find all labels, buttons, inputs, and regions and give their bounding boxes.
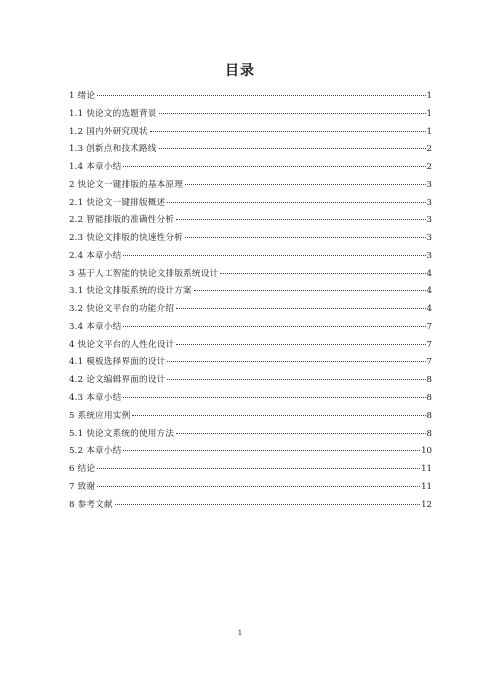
toc-entry-title: 4.3 本章小结 — [69, 393, 122, 404]
toc-entry[interactable] — [69, 248, 432, 266]
toc-leader-dots — [185, 237, 426, 238]
toc-entry-page: 8 — [426, 393, 432, 404]
toc-entry[interactable] — [69, 408, 432, 426]
toc-leader-dots — [167, 379, 425, 380]
toc-entry[interactable] — [69, 88, 432, 106]
toc-entry-title: 2.2 智能排版的准确性分析 — [69, 215, 175, 226]
toc-entry[interactable] — [69, 159, 432, 177]
toc-entry[interactable] — [69, 443, 432, 461]
toc-entry-title: 2 快论文一键排版的基本原理 — [69, 179, 184, 190]
toc-leader-dots — [167, 202, 425, 203]
toc-entry-page: 1 — [426, 91, 432, 101]
toc-entry-page: 11 — [421, 481, 432, 492]
toc-entry[interactable] — [69, 106, 432, 124]
toc-entry[interactable] — [69, 354, 432, 372]
toc-entry-page: 3 — [426, 197, 432, 208]
toc-leader-dots — [123, 397, 425, 398]
toc-entry-page: 1 — [426, 126, 432, 137]
toc-entry[interactable] — [69, 195, 432, 213]
table-of-contents — [69, 88, 432, 514]
toc-entry-page: 7 — [426, 339, 432, 350]
toc-entry-page: 2 — [426, 144, 432, 155]
toc-leader-dots — [176, 344, 425, 345]
toc-entry-page: 4 — [426, 268, 432, 279]
toc-entry-title: 4.1 模板选择界面的设计 — [69, 357, 166, 368]
toc-entry-title: 2.1 快论文一键排版概述 — [69, 197, 166, 208]
toc-entry-page: 2 — [426, 162, 432, 173]
toc-entry[interactable] — [69, 266, 432, 284]
toc-leader-dots — [167, 361, 425, 362]
toc-entry-title: 4 快论文平台的人性化设计 — [69, 339, 175, 350]
toc-entry-page: 3 — [426, 215, 432, 226]
toc-entry[interactable] — [69, 497, 432, 515]
toc-entry-title: 4.2 论文编辑界面的设计 — [69, 375, 166, 386]
toc-leader-dots — [123, 166, 425, 167]
toc-leader-dots — [97, 468, 420, 469]
toc-entry[interactable] — [69, 461, 432, 479]
toc-entry-page: 8 — [426, 410, 432, 421]
toc-leader-dots — [97, 486, 420, 487]
toc-entry-page: 4 — [426, 286, 432, 297]
toc-entry-title: 3.2 快论文平台的功能介绍 — [69, 304, 175, 315]
toc-entry-page: 8 — [426, 375, 432, 386]
toc-leader-dots — [123, 450, 420, 451]
toc-entry-title: 1.2 国内外研究现状 — [69, 126, 148, 137]
toc-entry-title: 7 致谢 — [69, 481, 96, 492]
toc-entry-page: 3 — [426, 233, 432, 244]
toc-entry[interactable] — [69, 124, 432, 142]
toc-entry-title: 2.4 本章小结 — [69, 250, 122, 261]
toc-entry-title: 6 结论 — [69, 464, 96, 475]
toc-entry-title: 2.3 快论文排版的快速性分析 — [69, 233, 183, 244]
toc-entry-title: 5.1 快论文系统的使用方法 — [69, 428, 175, 439]
toc-leader-dots — [159, 148, 426, 149]
toc-leader-dots — [159, 113, 426, 114]
toc-leader-dots — [123, 255, 425, 256]
toc-entry-title: 1.1 快论文的选题背景 — [69, 108, 157, 119]
page-title: 目录 — [225, 63, 255, 79]
toc-entry[interactable] — [69, 479, 432, 497]
toc-entry-page: 10 — [421, 446, 432, 457]
toc-entry-title: 5 系统应用实例 — [69, 410, 131, 421]
toc-entry-page: 1 — [426, 108, 432, 119]
page-number: 1 — [237, 629, 243, 637]
toc-entry-title: 1.4 本章小结 — [69, 162, 122, 173]
toc-entry-page: 11 — [421, 464, 432, 475]
toc-entry-title: 5.2 本章小结 — [69, 446, 122, 457]
toc-entry[interactable] — [69, 319, 432, 337]
toc-entry-page: 7 — [426, 321, 432, 332]
toc-leader-dots — [123, 326, 425, 327]
toc-entry-title: 3.1 快论文排版系统的设计方案 — [69, 286, 192, 297]
toc-entry-page: 12 — [421, 499, 432, 510]
toc-entry[interactable] — [69, 372, 432, 390]
toc-entry[interactable] — [69, 390, 432, 408]
toc-entry-page: 7 — [426, 357, 432, 368]
toc-entry-title: 8 参考文献 — [69, 499, 113, 510]
toc-entry-title: 1 绪论 — [69, 91, 96, 101]
toc-entry[interactable] — [69, 337, 432, 355]
toc-entry-page: 3 — [426, 250, 432, 261]
toc-leader-dots — [185, 184, 425, 185]
toc-leader-dots — [176, 308, 425, 309]
toc-leader-dots — [194, 290, 426, 291]
toc-leader-dots — [220, 273, 425, 274]
toc-entry[interactable] — [69, 301, 432, 319]
toc-entry[interactable] — [69, 212, 432, 230]
toc-leader-dots — [176, 219, 425, 220]
toc-entry-page: 4 — [426, 304, 432, 315]
toc-entry-page: 8 — [426, 428, 432, 439]
toc-entry-page: 3 — [426, 179, 432, 190]
toc-entry[interactable] — [69, 426, 432, 444]
toc-entry-title: 1.3 创新点和技术路线 — [69, 144, 157, 155]
toc-leader-dots — [97, 95, 425, 96]
toc-leader-dots — [150, 131, 426, 132]
toc-entry[interactable] — [69, 141, 432, 159]
toc-leader-dots — [132, 415, 425, 416]
toc-entry[interactable] — [69, 283, 432, 301]
toc-entry[interactable] — [69, 230, 432, 248]
toc-leader-dots — [115, 504, 420, 505]
toc-entry-title: 3.4 本章小结 — [69, 321, 122, 332]
toc-entry-title: 3 基于人工智能的快论文排版系统设计 — [69, 268, 219, 279]
toc-entry[interactable] — [69, 177, 432, 195]
toc-leader-dots — [176, 433, 425, 434]
